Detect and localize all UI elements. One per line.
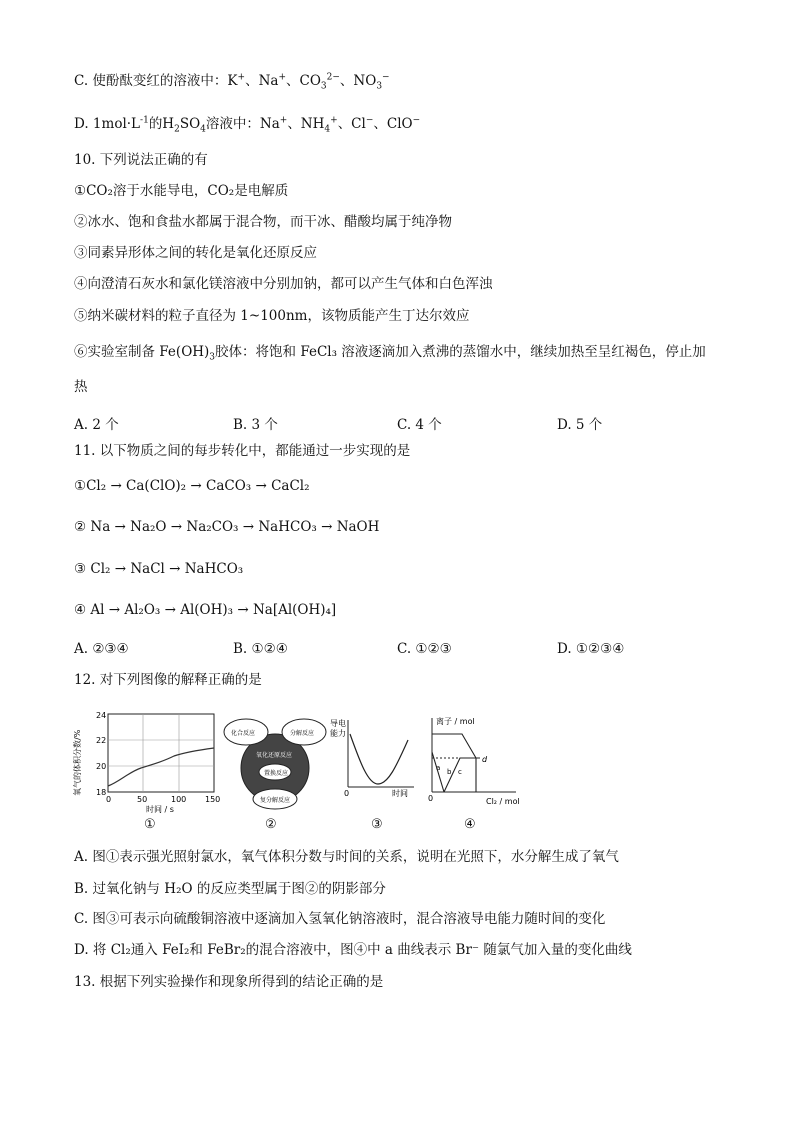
q11-route-1: ①Cl₂ → Ca(ClO)₂ → CaCO₃ → CaCl₂	[74, 478, 310, 494]
fig4-label-c: c	[458, 768, 462, 776]
fig2-label-double-displacement: 复分解反应	[260, 797, 291, 804]
fig1-curve	[108, 748, 214, 786]
fig4-origin: 0	[428, 794, 434, 803]
q11-option-a: A. ②③④	[74, 641, 129, 657]
q11-stem: 11. 以下物质之间的每步转化中，都能通过一步实现的是	[74, 443, 411, 459]
fig1-ylabel: 氧气的体积分数/%	[73, 729, 82, 796]
fig1-xtick-100: 100	[171, 795, 187, 804]
figure-3-conductivity-chart	[330, 712, 420, 802]
q10-statement-5: ⑤纳米碳材料的粒子直径为 1~100nm，该物质能产生丁达尔效应	[74, 308, 470, 324]
fig4-label-b: b	[447, 768, 452, 776]
fig4-ylabel: 离子 / mol	[436, 717, 475, 726]
fig4-curve-d	[432, 734, 476, 792]
q11-option-c: C. ①②③	[397, 641, 452, 657]
q11-option-b: B. ①②④	[233, 641, 288, 657]
fig1-xtick-50: 50	[137, 795, 148, 804]
option-c-prev: C. 使酚酞变红的溶液中：K+、Na+、$CO_3^{2-}$、$NO_3^-$	[74, 72, 390, 92]
fig1-grid	[108, 714, 214, 792]
q12-option-d: D. 将 Cl₂通入 FeI₂和 FeBr₂的混合溶液中，图④中 a 曲线表示 Br⁻ 随氯气加入量的变化曲线	[74, 942, 632, 958]
fig1-xtick-0: 0	[106, 795, 112, 804]
q10-option-d: D. 5 个	[557, 417, 603, 433]
fig1-ytick-18: 18	[96, 788, 107, 797]
fig1-xlabel: 时间 / s	[146, 805, 174, 814]
fig4-label-a: a	[436, 764, 441, 772]
fig4-xlabel: Cl₂ / mol	[486, 797, 520, 806]
q11-option-d: D. ①②③④	[557, 641, 625, 657]
fig1-ytick-24: 24	[96, 711, 107, 720]
fig3-origin: 0	[344, 789, 350, 798]
q10-statement-6: ⑥实验室制备 $Fe(OH)_3$胶体：将饱和 FeCl₃ 溶液逐滴加入煮沸的蒸馏水中，继续加热至呈红褐色，停止加	[74, 344, 706, 363]
q10-option-b: B. 3 个	[233, 417, 278, 433]
q13-stem: 13. 根据下列实验操作和现象所得到的结论正确的是	[74, 974, 384, 990]
q11-route-4: ④ Al → Al₂O₃ → Al(OH)₃ → Na[Al(OH)₄]	[74, 602, 337, 618]
figure-3-label: ③	[371, 817, 383, 832]
q12-option-a: A. 图①表示强光照射氯水，氧气体积分数与时间的关系，说明在光照下，水分解生成了氧气	[74, 849, 619, 865]
fig1-xtick-150: 150	[205, 795, 221, 804]
fig3-ylabel-1: 导电	[330, 719, 346, 728]
fig2-label-decomposition: 分解反应	[290, 730, 315, 737]
fig3-ylabel-2: 能力	[330, 729, 346, 738]
fig3-curve	[350, 734, 408, 784]
fig2-label-redox: 氧化还原反应	[256, 752, 293, 759]
figure-1-oxygen-chart	[74, 706, 224, 818]
figure-2-reaction-venn	[220, 712, 330, 812]
q10-statement-6-cont: 热	[74, 379, 88, 395]
q10-option-c: C. 4 个	[397, 417, 442, 433]
fig1-ytick-22: 22	[96, 736, 107, 745]
fig3-xlabel: 时间	[392, 789, 408, 798]
figure-2-label: ②	[265, 817, 277, 832]
fig2-label-combination: 化合反应	[231, 730, 256, 737]
fig2-label-displacement: 置换反应	[264, 770, 289, 777]
figure-4-label: ④	[464, 817, 476, 832]
q11-route-2: ② Na → Na₂O → Na₂CO₃ → NaHCO₃ → NaOH	[74, 519, 380, 535]
q12-option-b: B. 过氧化钠与 H₂O 的反应类型属于图②的阴影部分	[74, 881, 386, 897]
q12-option-c: C. 图③可表示向硫酸铜溶液中逐滴加入氢氧化钠溶液时，混合溶液导电能力随时间的变化	[74, 911, 606, 927]
q10-stem: 10. 下列说法正确的有	[74, 152, 208, 168]
q12-stem: 12. 对下列图像的解释正确的是	[74, 672, 262, 688]
figure-4-ion-chart	[420, 712, 525, 812]
q11-route-3: ③ Cl₂ → NaCl → NaHCO₃	[74, 561, 244, 577]
fig1-frame	[108, 714, 214, 792]
q10-statement-2: ②冰水、饱和食盐水都属于混合物，而干冰、醋酸均属于纯净物	[74, 214, 452, 230]
fig4-label-d: d	[482, 755, 488, 764]
q10-statement-3: ③同素异形体之间的转化是氧化还原反应	[74, 245, 317, 261]
q10-statement-1: ①CO₂溶于水能导电，CO₂是电解质	[74, 183, 289, 199]
fig1-ytick-20: 20	[96, 762, 107, 771]
q10-option-a: A. 2 个	[74, 417, 119, 433]
option-d-prev: D. $1mol\cdot L^{-1}$的$H_2SO_4$溶液中：Na+、$NH_4^+$、Cl−、ClO−	[74, 115, 421, 135]
q10-statement-4: ④向澄清石灰水和氯化镁溶液中分别加钠，都可以产生气体和白色浑浊	[74, 276, 493, 292]
figure-1-label: ①	[144, 817, 156, 832]
